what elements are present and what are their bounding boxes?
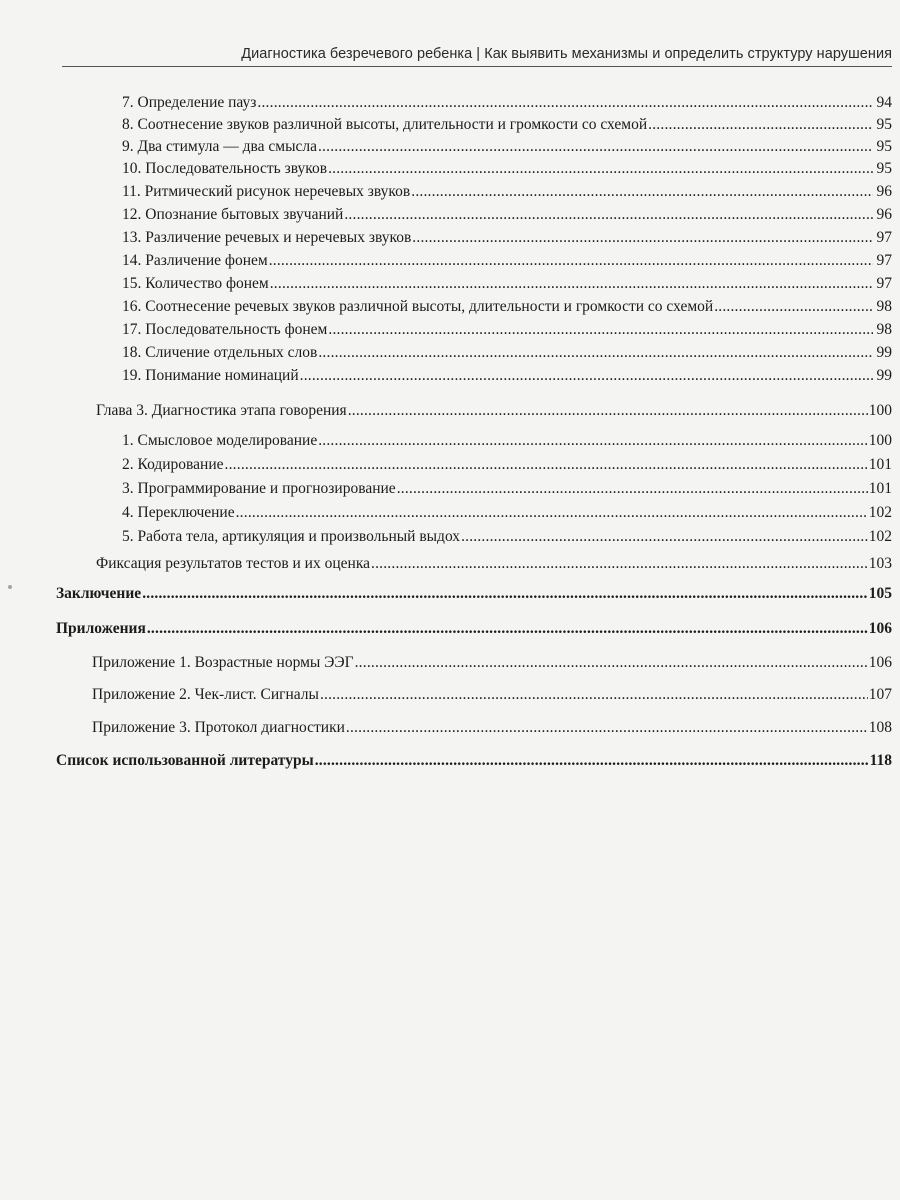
toc-entry-label: 19. Понимание номинаций (122, 367, 299, 384)
toc-entry-8[interactable] (122, 114, 892, 136)
toc-entry-label: Глава 3. Диагностика этапа говорения (96, 402, 347, 419)
toc-entry-label: 3. Программирование и прогнозирование (122, 480, 396, 497)
toc-leader-dots (346, 717, 868, 739)
toc-page-number: 100 (868, 402, 892, 419)
toc-leader-dots (348, 400, 868, 422)
toc-appendices[interactable] (56, 618, 892, 640)
toc-leader-dots (225, 454, 868, 476)
toc-page-number: 95 (876, 160, 892, 177)
toc-entry-14[interactable] (122, 250, 892, 272)
toc-page-number: 94 (876, 94, 892, 111)
toc-entry-7[interactable] (122, 92, 892, 114)
toc-entry-16[interactable] (122, 296, 892, 318)
toc-leader-dots (371, 553, 868, 575)
toc-entry-17[interactable] (122, 319, 892, 341)
toc-conclusion[interactable] (56, 583, 892, 605)
toc-appendix-3[interactable] (92, 717, 892, 739)
toc-entry-ch3-2[interactable] (122, 454, 892, 476)
toc-entry-9[interactable] (122, 136, 892, 158)
toc-leader-dots (270, 273, 873, 295)
toc-entry-12[interactable] (122, 204, 892, 226)
toc-entry-13[interactable] (122, 227, 892, 249)
toc-page-number: 96 (876, 206, 892, 223)
toc-leader-dots (411, 181, 873, 203)
toc-entry-ch3-3[interactable] (122, 478, 892, 500)
toc-appendix-1[interactable] (92, 652, 892, 674)
toc-entry-label: Приложение 3. Протокол диагностики (92, 719, 345, 736)
toc-page-number: 118 (869, 752, 892, 769)
toc-page-number: 97 (876, 275, 892, 292)
toc-page-number: 97 (876, 229, 892, 246)
toc-leader-dots (318, 342, 873, 364)
toc-leader-dots (461, 526, 868, 548)
toc-page-number: 106 (868, 654, 892, 671)
toc-leader-dots (648, 114, 873, 136)
toc-entry-label: Список использованной литературы (56, 752, 314, 769)
toc-entry-label: 17. Последовательность фонем (122, 321, 328, 338)
toc-leader-dots (142, 583, 868, 605)
toc-page-number: 105 (868, 585, 892, 602)
toc-page-number: 102 (868, 528, 892, 545)
toc-entry-label: 4. Переключение (122, 504, 235, 521)
toc-page-number: 101 (868, 480, 892, 497)
toc-leader-dots (320, 684, 868, 706)
toc-entry-label: 10. Последовательность звуков (122, 160, 328, 177)
toc-page-number: 100 (868, 432, 892, 449)
toc-leader-dots (328, 319, 873, 341)
toc-results-fixation[interactable] (96, 553, 892, 575)
toc-leader-dots (714, 296, 873, 318)
toc-entry-label: 14. Различение фонем (122, 252, 268, 269)
toc-entry-ch3-5[interactable] (122, 526, 892, 548)
toc-leader-dots (412, 227, 873, 249)
toc-leader-dots (315, 750, 869, 772)
page-smudge (8, 585, 12, 589)
toc-entry-label: Фиксация результатов тестов и их оценка (96, 555, 370, 572)
toc-entry-label: 5. Работа тела, артикуляция и произвольный выдох (122, 528, 461, 545)
toc-leader-dots (355, 652, 868, 674)
toc-entry-label: 16. Соотнесение речевых звуков различной высоты, длительности и громкости со схемой (122, 298, 714, 315)
toc-page-number: 97 (876, 252, 892, 269)
toc-page-number: 106 (868, 620, 892, 637)
toc-entry-10[interactable] (122, 158, 892, 180)
toc-page-number: 99 (876, 344, 892, 361)
toc-entry-label: 13. Различение речевых и неречевых звуков (122, 229, 412, 246)
toc-leader-dots (257, 92, 873, 114)
toc-leader-dots (328, 158, 873, 180)
toc-entry-ch3-4[interactable] (122, 502, 892, 524)
toc-page-number: 95 (876, 116, 892, 133)
toc-entry-label: Приложения (56, 620, 146, 637)
toc-entry-label: 1. Смысловое моделирование (122, 432, 318, 449)
toc-entry-ch3-1[interactable] (122, 430, 892, 452)
toc-leader-dots (300, 365, 873, 387)
header-divider (62, 66, 892, 67)
toc-leader-dots (318, 430, 868, 452)
toc-entry-label: 7. Определение пауз (122, 94, 257, 111)
toc-leader-dots (344, 204, 873, 226)
toc-page-number: 99 (876, 367, 892, 384)
toc-chapter-3[interactable] (96, 400, 892, 422)
toc-page-number: 98 (876, 298, 892, 315)
toc-entry-label: Приложение 1. Возрастные нормы ЭЭГ (92, 654, 354, 671)
toc-leader-dots (236, 502, 868, 524)
toc-leader-dots (269, 250, 873, 272)
toc-bibliography[interactable] (56, 750, 892, 772)
toc-entry-11[interactable] (122, 181, 892, 203)
toc-page-number: 102 (868, 504, 892, 521)
toc-page-number: 98 (876, 321, 892, 338)
toc-entry-label: 15. Количество фонем (122, 275, 269, 292)
toc-entry-label: Приложение 2. Чек-лист. Сигналы (92, 686, 319, 703)
toc-leader-dots (318, 136, 873, 158)
toc-entry-15[interactable] (122, 273, 892, 295)
toc-entry-label: 8. Соотнесение звуков различной высоты, длительности и громкости со схемой (122, 116, 648, 133)
toc-entry-label: 18. Сличение отдельных слов (122, 344, 318, 361)
toc-page-number: 103 (868, 555, 892, 572)
toc-entry-label: 2. Кодирование (122, 456, 224, 473)
toc-page-number: 107 (868, 686, 892, 703)
toc-entry-label: 9. Два стимула — два смысла (122, 138, 317, 155)
toc-entry-18[interactable] (122, 342, 892, 364)
toc-page-number: 101 (868, 456, 892, 473)
toc-entry-label: Заключение (56, 585, 142, 602)
toc-entry-label: 11. Ритмический рисунок неречевых звуков (122, 183, 411, 200)
running-header: Диагностика безречевого ребенка | Как выявить механизмы и определить структуру нарушения (241, 46, 892, 62)
toc-page-number: 95 (876, 138, 892, 155)
toc-entry-label: 12. Опознание бытовых звучаний (122, 206, 344, 223)
toc-page-number: 96 (876, 183, 892, 200)
toc-leader-dots (397, 478, 868, 500)
toc-page-number: 108 (868, 719, 892, 736)
toc-entry-19[interactable] (122, 365, 892, 387)
toc-leader-dots (147, 618, 868, 640)
toc-appendix-2[interactable] (92, 684, 892, 706)
